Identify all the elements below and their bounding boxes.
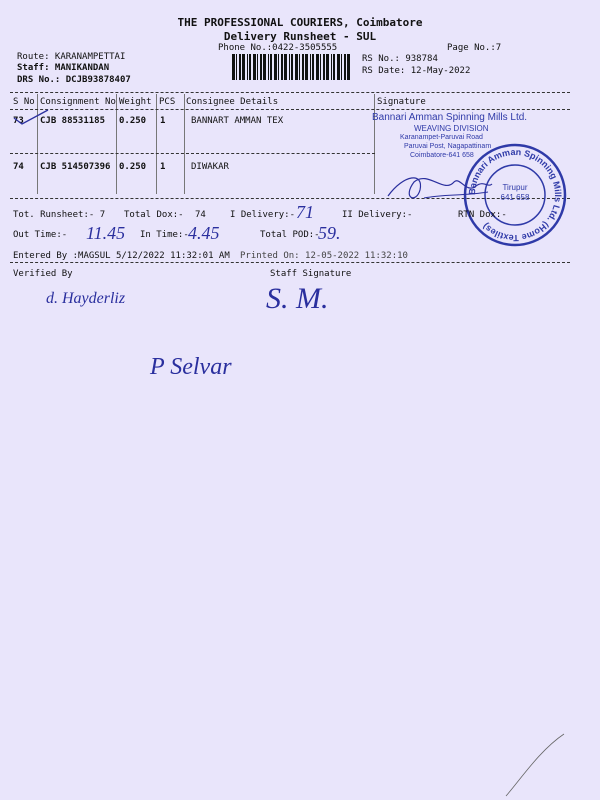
row-consignment-no: CJB 88531185: [40, 116, 106, 126]
barcode-bar: [268, 54, 269, 80]
divider: [10, 153, 375, 154]
barcode-bar: [232, 54, 235, 80]
divider: [10, 262, 570, 263]
barcode-bar: [260, 54, 262, 80]
rtn-dox-label: RTN Dox:-: [458, 210, 507, 220]
row-consignment-no: CJB 514507396: [40, 162, 111, 172]
bottom-signature: P Selvar: [150, 354, 232, 380]
divider: [10, 109, 570, 110]
barcode-bar: [305, 54, 308, 80]
col-header-weight: Weight: [119, 97, 152, 107]
barcode-bar: [253, 54, 256, 80]
row-consignee: DIWAKAR: [191, 162, 229, 172]
staff-name: Staff: MANIKANDAN: [17, 63, 110, 73]
total-pod-label: Total POD:-: [260, 230, 320, 240]
barcode-bar: [236, 54, 237, 80]
total-dox-label: Total Dox:-: [124, 210, 184, 220]
svg-text:641 658: 641 658: [500, 193, 530, 202]
barcode-bar: [331, 54, 332, 80]
barcode-bar: [274, 54, 277, 80]
phone-number: Phone No.:0422-3505555: [218, 43, 338, 53]
out-time-label: Out Time:-: [13, 230, 68, 240]
runsheet-subtitle: Delivery Runsheet - SUL: [223, 30, 377, 43]
col-header-consignee: Consignee Details: [186, 97, 279, 107]
barcode-bar: [333, 54, 335, 80]
row-consignee: BANNART AMMAN TEX: [191, 116, 284, 126]
stamp-address-2: Paruvai Post, Nagapattinam: [404, 143, 492, 150]
barcode-bar: [289, 54, 290, 80]
col-header-pcs: PCS: [159, 97, 176, 107]
barcode-bar: [337, 54, 340, 80]
barcode-bar: [263, 54, 266, 80]
page-number: Page No.:7: [447, 43, 502, 53]
col-header-sno: S No: [13, 97, 35, 107]
out-time-value: 11.45: [86, 223, 126, 243]
rs-number: RS No.: 938784: [362, 54, 438, 64]
staff-signature-label: Staff Signature: [270, 269, 352, 279]
barcode-bar: [284, 54, 287, 80]
entered-by: Entered By :MAGSUL 5/12/2022 11:32:01 AM: [13, 251, 230, 261]
stamp-division: WEAVING DIVISION: [414, 124, 489, 133]
divider: [10, 92, 570, 93]
barcode-bar: [281, 54, 283, 80]
barcode-bar: [326, 54, 329, 80]
stamp-address-1: Karanampet-Paruvai Road: [400, 134, 483, 141]
check-mark-icon: [12, 108, 52, 126]
in-time-label: In Time:-: [140, 230, 189, 240]
route: Route: KARANAMPETTAI: [17, 52, 126, 62]
barcode-bar: [247, 54, 248, 80]
total-runsheet: Tot. Runsheet:- 7: [13, 210, 106, 220]
row-weight: 0.250: [119, 116, 147, 126]
barcode-bar: [291, 54, 293, 80]
barcode-bar: [320, 54, 321, 80]
rs-date: RS Date: 12-May-2022: [362, 66, 471, 76]
col-header-consignment: Consignment No: [40, 97, 116, 107]
i-delivery-value: 71: [296, 202, 314, 222]
stamp-address-3: Coimbatore-641 658: [410, 152, 474, 159]
barcode-bar: [344, 54, 346, 80]
total-pod-value: 59.: [318, 223, 341, 243]
barcode-bar: [239, 54, 241, 80]
barcode-bar: [257, 54, 258, 80]
barcode-bar: [310, 54, 311, 80]
row-pcs: 1: [160, 116, 166, 126]
ii-delivery-label: II Delivery:-: [342, 210, 413, 220]
verified-by-label: Verified By: [13, 269, 73, 279]
barcode-bar: [347, 54, 350, 80]
svg-text:Bannari Amman Spinning Mills L: Bannari Amman Spinning Mills Ltd. (Home Textiles): [466, 146, 564, 244]
barcode-bar: [341, 54, 342, 80]
barcode: [232, 54, 354, 80]
row-sno: 73: [13, 116, 24, 126]
i-delivery-label: I Delivery:-: [230, 210, 296, 220]
row-sno: 74: [13, 162, 24, 172]
pen-mark: [500, 730, 570, 800]
barcode-bar: [270, 54, 272, 80]
verified-by-signature: d. Hayderliz: [46, 290, 126, 307]
barcode-bar: [242, 54, 245, 80]
barcode-bar: [316, 54, 319, 80]
receiver-signature: [384, 168, 494, 208]
barcode-bar: [302, 54, 304, 80]
stamp-company-name: Bannari Amman Spinning Mills Ltd.: [372, 112, 528, 123]
barcode-bar: [323, 54, 325, 80]
staff-signature: S. M.: [266, 282, 329, 315]
barcode-bar: [299, 54, 300, 80]
printed-on: Printed On: 12-05-2022 11:32:10: [240, 251, 408, 261]
drs-number: DRS No.: DCJB93878407: [17, 75, 131, 85]
barcode-bar: [312, 54, 314, 80]
barcode-bar: [278, 54, 279, 80]
barcode-bar: [295, 54, 298, 80]
svg-text:Tirupur: Tirupur: [502, 183, 528, 192]
total-dox-value: 74: [195, 210, 206, 220]
in-time-value: 4.45: [188, 223, 220, 243]
barcode-bar: [249, 54, 251, 80]
row-weight: 0.250: [119, 162, 147, 172]
col-header-signature: Signature: [377, 97, 426, 107]
company-name: THE PROFESSIONAL COURIERS, Coimbatore: [177, 16, 423, 29]
row-pcs: 1: [160, 162, 166, 172]
